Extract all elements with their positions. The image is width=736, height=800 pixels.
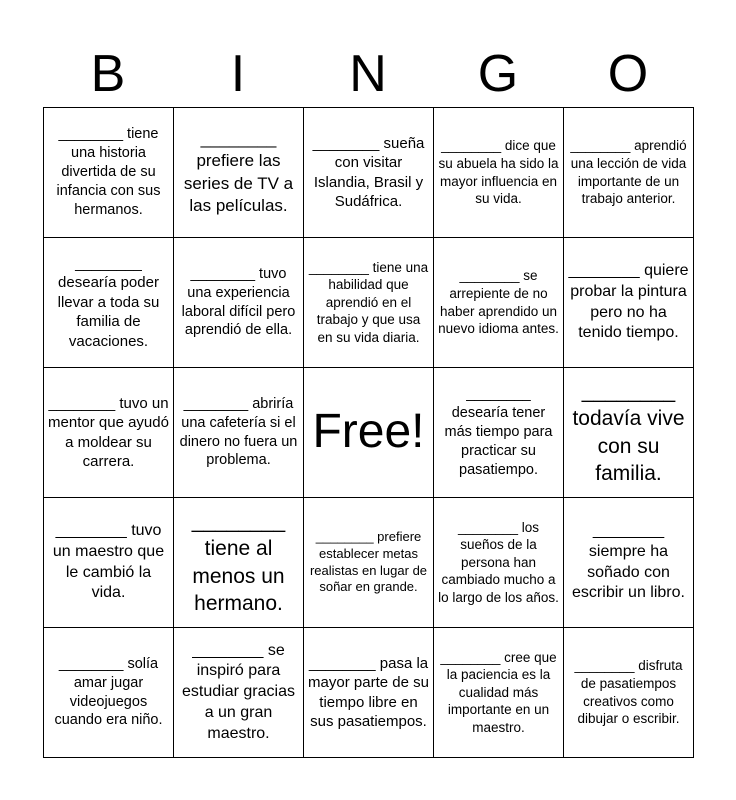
cell-text: ________ tiene una habilidad que aprendió en el trabajo y que usa en su vida diaria.	[308, 259, 429, 345]
cell-text: ________ tuvo un maestro que le cambió la vida.	[52, 521, 165, 602]
cell-text: ________ aprendió una lección de vida importante de un trabajo anterior.	[570, 138, 687, 207]
bingo-cell[interactable]	[434, 108, 564, 238]
bingo-cell[interactable]	[174, 108, 304, 238]
cell-text: ________ todavía vive con su familia.	[572, 379, 685, 485]
cell-text: ________ desearía tener más tiempo para practicar su pasatiempo.	[444, 386, 553, 478]
bingo-cell[interactable]	[434, 498, 564, 628]
free-text: Free!	[312, 405, 425, 459]
cell-text: ________ sueña con visitar Islandia, Brasil y Sudáfrica.	[312, 134, 425, 210]
bingo-cell[interactable]	[174, 368, 304, 498]
bingo-cell[interactable]	[564, 238, 694, 368]
bingo-cell[interactable]	[44, 628, 174, 758]
cell-text: ________ se arrepiente de no haber aprendido un nuevo idioma antes.	[438, 268, 559, 337]
bingo-cell[interactable]	[564, 108, 694, 238]
header-letter-g: G	[477, 45, 519, 103]
cell-text: ________ dice que su abuela ha sido la mayor influencia en su vida.	[438, 138, 559, 207]
bingo-cell[interactable]	[434, 628, 564, 758]
cell-text: ________ se inspiró para estudiar gracias a un gran maestro.	[182, 641, 295, 742]
cell-text: ________ siempre ha soñado con escribir un libro.	[572, 521, 685, 602]
bingo-cell[interactable]	[564, 498, 694, 628]
bingo-cell[interactable]	[44, 368, 174, 498]
bingo-cell[interactable]	[304, 108, 434, 238]
bingo-cell[interactable]	[174, 628, 304, 758]
cell-text: ________ desearía poder llevar a toda su familia de vacaciones.	[57, 254, 160, 350]
bingo-cell[interactable]	[304, 238, 434, 368]
cell-text: ________ tuvo un mentor que ayudó a moldear su carrera.	[48, 394, 169, 470]
cell-text: ________ cree que la paciencia es la cualidad más importante en un maestro.	[440, 649, 557, 735]
bingo-cell[interactable]	[174, 498, 304, 628]
bingo-header	[43, 40, 693, 108]
bingo-cell[interactable]	[304, 498, 434, 628]
cell-text: ________ los sueños de la persona han cambiado mucho a lo largo de los años.	[438, 519, 559, 605]
header-letter-o: O	[607, 45, 649, 103]
cell-text: ________ quiere probar la pintura pero no ha tenido tiempo.	[568, 261, 689, 342]
bingo-cell[interactable]	[44, 238, 174, 368]
bingo-cell[interactable]	[44, 498, 174, 628]
bingo-cell[interactable]	[564, 368, 694, 498]
bingo-cell[interactable]	[434, 368, 564, 498]
cell-text: ________ abriría una cafetería si el dinero no fuera un problema.	[179, 395, 298, 469]
free-space[interactable]	[304, 368, 434, 498]
cell-text: ________ tiene una historia divertida de su infancia con sus hermanos.	[56, 126, 161, 218]
bingo-grid	[43, 107, 694, 758]
cell-text: ________ tuvo una experiencia laboral difícil pero aprendió de ella.	[181, 265, 296, 339]
cell-text: ________ prefiere las series de TV a las películas.	[183, 129, 294, 215]
cell-text: ________ prefiere establecer metas realistas en lugar de soñar en grande.	[309, 528, 428, 595]
cell-text: ________ tiene al menos un hermano.	[191, 509, 286, 615]
cell-text: ________ pasa la mayor parte de su tiempo libre en sus pasatiempos.	[308, 654, 429, 730]
bingo-cell[interactable]	[174, 238, 304, 368]
bingo-cell[interactable]	[44, 108, 174, 238]
cell-text: ________ solía amar jugar videojuegos cuando era niño.	[54, 655, 163, 729]
header-letter-n: N	[349, 45, 387, 103]
bingo-cell[interactable]	[564, 628, 694, 758]
cell-text: ________ disfruta de pasatiempos creativos como dibujar o escribir.	[574, 658, 683, 727]
bingo-cell[interactable]	[304, 628, 434, 758]
header-letter-b: B	[90, 45, 126, 103]
bingo-cell[interactable]	[434, 238, 564, 368]
header-letter-i: I	[230, 45, 246, 103]
